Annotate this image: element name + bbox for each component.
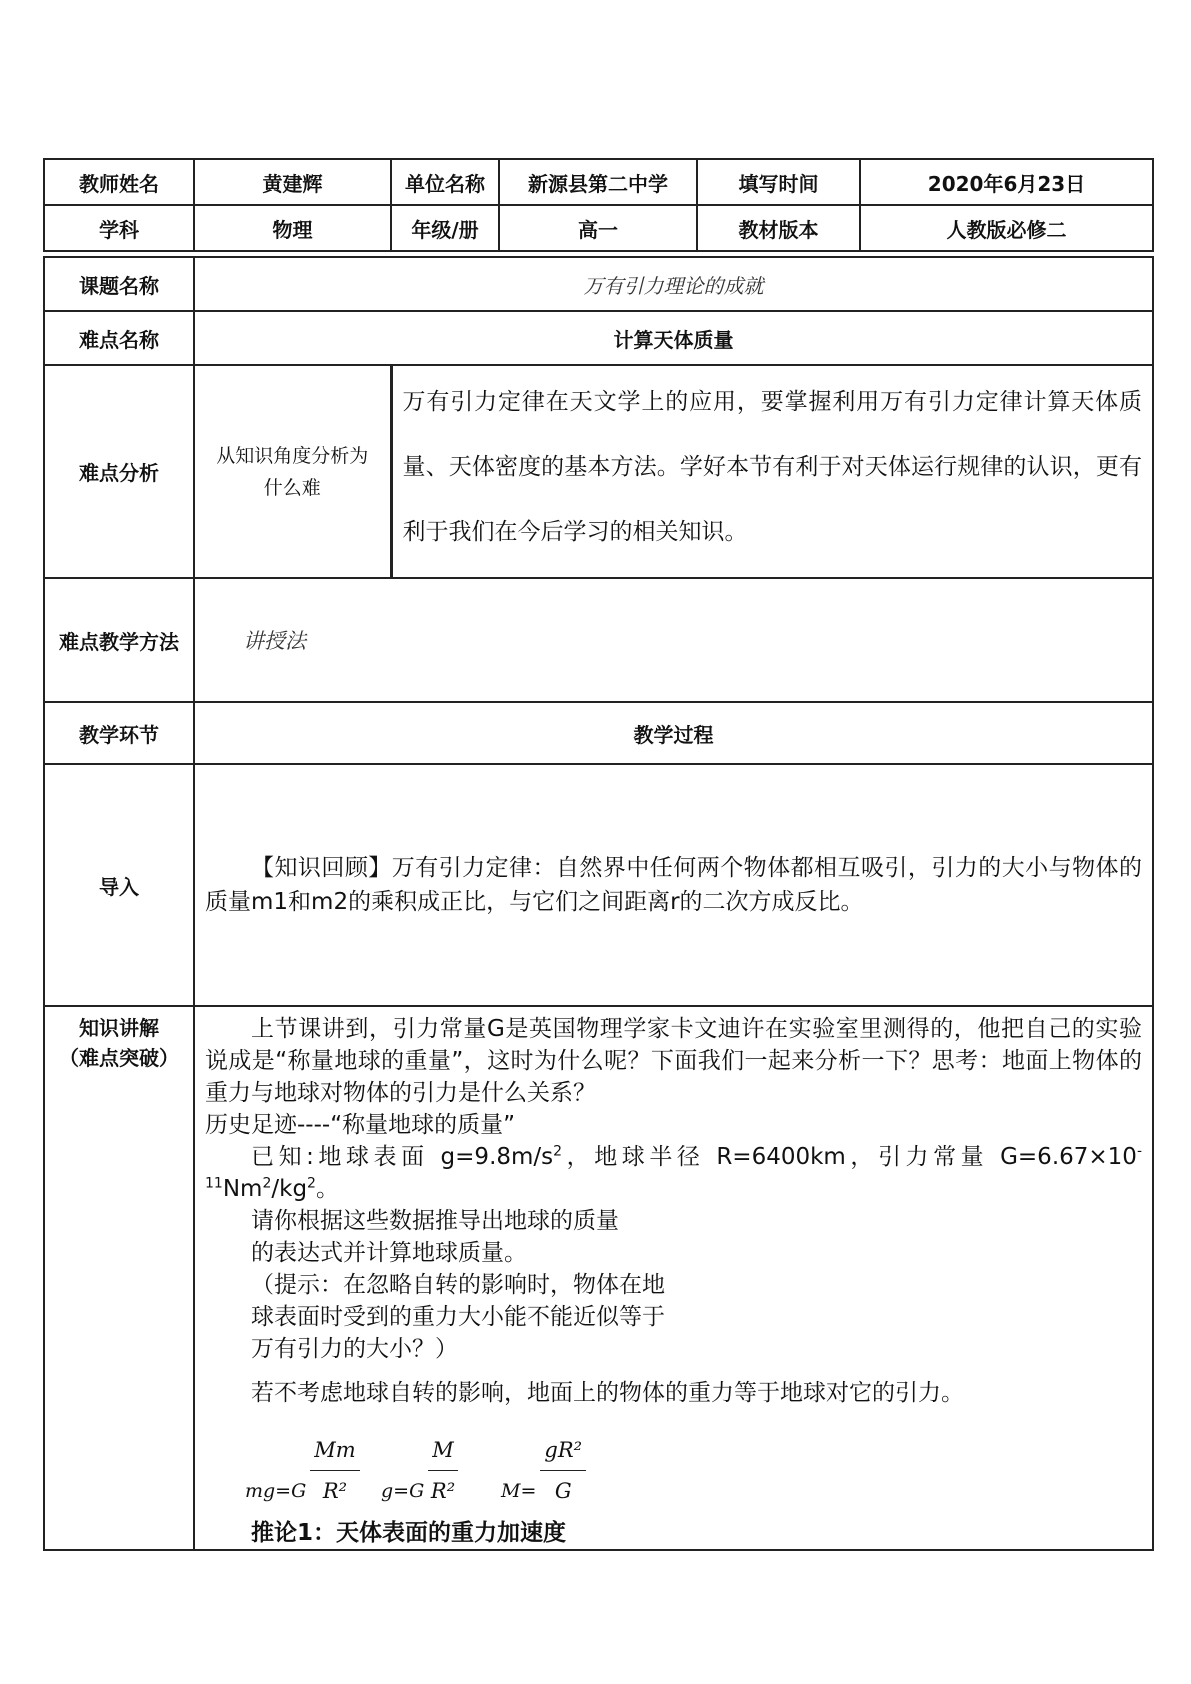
sup: 2	[553, 1143, 563, 1160]
task-line: 万有引力的大小？）	[251, 1336, 458, 1362]
lesson-plan-table	[43, 158, 1154, 1551]
given-radius-constant: ，地球半径 R=6400km，引力常量 G=6.67×10	[562, 1144, 1137, 1170]
grade-label: 年级/册	[391, 205, 499, 251]
given-gravity: 已知:地球表面 g=9.8m/s	[251, 1144, 554, 1170]
topic-value: 万有引力理论的成就	[194, 257, 1153, 311]
difficulty-label: 难点名称	[44, 311, 194, 365]
explanation-content	[194, 1006, 1153, 1550]
sup: 2	[262, 1175, 272, 1192]
explanation-paragraph-2: 历史足迹----“称量地球的质量”	[205, 1112, 516, 1138]
intro-text: 【知识回顾】万有引力定律：自然界中任何两个物体都相互吸引，引力的大小与物体的质量m1和m2的乘积成正比，与它们之间距离r的二次方成反比。	[194, 764, 1153, 1006]
task-line: 请你根据这些数据推导出地球的质量	[251, 1208, 619, 1234]
analysis-sub-label: 从知识角度分析为什么难	[194, 365, 391, 578]
unit-part: Nm	[222, 1176, 263, 1202]
fraction-denominator: R²	[322, 1479, 348, 1503]
subject-value: 物理	[194, 205, 391, 251]
explanation-label	[44, 1006, 194, 1550]
task-line: 球表面时受到的重力大小能不能近似等于	[251, 1304, 665, 1330]
formula-mass	[501, 1434, 586, 1507]
formula-group	[205, 1429, 1142, 1517]
unit-part: 。	[315, 1176, 339, 1202]
explanation-label-line2: （难点突破）	[59, 1046, 179, 1070]
subject-label: 学科	[44, 205, 194, 251]
header-row-2	[44, 205, 1153, 251]
explanation-label-line1: 知识讲解	[79, 1016, 159, 1040]
header-row-1	[44, 159, 1153, 205]
formula-lhs: mg=G	[245, 1480, 307, 1502]
fill-date-label: 填写时间	[697, 159, 860, 205]
sup: -11	[205, 1143, 1142, 1192]
explanation-paragraph-1: 上节课讲到，引力常量G是英国物理学家卡文迪许在实验室里测得的，他把自己的实验说成是“称量地球的重量”，这时为什么呢？下面我们一起来分析一下？思考：地面上物体的重力与地球对物体的引力是什么关系？	[205, 1016, 1142, 1106]
fraction	[428, 1434, 458, 1507]
method-row	[44, 578, 1153, 702]
fraction-denominator: G	[554, 1479, 572, 1503]
fraction-numerator: gR²	[540, 1434, 586, 1471]
intro-label: 导入	[44, 764, 194, 1006]
unit-name-label: 单位名称	[391, 159, 499, 205]
fraction-denominator: R²	[430, 1479, 456, 1503]
teacher-name-value: 黄建辉	[194, 159, 391, 205]
topic-label: 课题名称	[44, 257, 194, 311]
analysis-label: 难点分析	[44, 365, 194, 578]
unit-part: /kg	[271, 1176, 308, 1202]
fraction-numerator: Mm	[310, 1434, 359, 1471]
analysis-text: 万有引力定律在天文学上的应用，要掌握利用万有引力定律计算天体质量、天体密度的基本方法。学好本节有利于对天体运行规律的认识，更有利于我们在今后学习的相关知识。	[391, 365, 1153, 578]
method-value: 讲授法	[194, 578, 1153, 702]
explanation-row	[44, 1006, 1153, 1550]
fraction	[310, 1434, 359, 1507]
fraction	[540, 1434, 586, 1507]
process-label: 教学环节	[44, 702, 194, 764]
difficulty-value: 计算天体质量	[194, 311, 1153, 365]
explanation-paragraph-5: 若不考虑地球自转的影响，地面上的物体的重力等于地球对它的引力。	[251, 1380, 964, 1406]
topic-row	[44, 257, 1153, 311]
method-label: 难点教学方法	[44, 578, 194, 702]
conclusion-heading: 推论1：天体表面的重力加速度	[251, 1520, 567, 1546]
fraction-numerator: M	[428, 1434, 458, 1471]
task-line: （提示：在忽略自转的影响时，物体在地	[251, 1272, 665, 1298]
process-value: 教学过程	[194, 702, 1153, 764]
intro-row	[44, 764, 1153, 1006]
task-line: 的表达式并计算地球质量。	[251, 1240, 527, 1266]
explanation-paragraph-3	[205, 1141, 1142, 1205]
edition-label: 教材版本	[697, 205, 860, 251]
formula-lhs: g=G	[381, 1480, 425, 1502]
fill-date-value: 2020年6月23日	[860, 159, 1153, 205]
teacher-name-label: 教师姓名	[44, 159, 194, 205]
unit-name-value: 新源县第二中学	[499, 159, 697, 205]
formula-gravity-equals-force	[245, 1434, 360, 1507]
analysis-row	[44, 365, 1153, 578]
formula-g	[381, 1434, 458, 1507]
formula-lhs: M=	[501, 1480, 537, 1502]
difficulty-row	[44, 311, 1153, 365]
edition-value: 人教版必修二	[860, 205, 1153, 251]
sup: 2	[307, 1175, 316, 1192]
grade-value: 高一	[499, 205, 697, 251]
process-row	[44, 702, 1153, 764]
